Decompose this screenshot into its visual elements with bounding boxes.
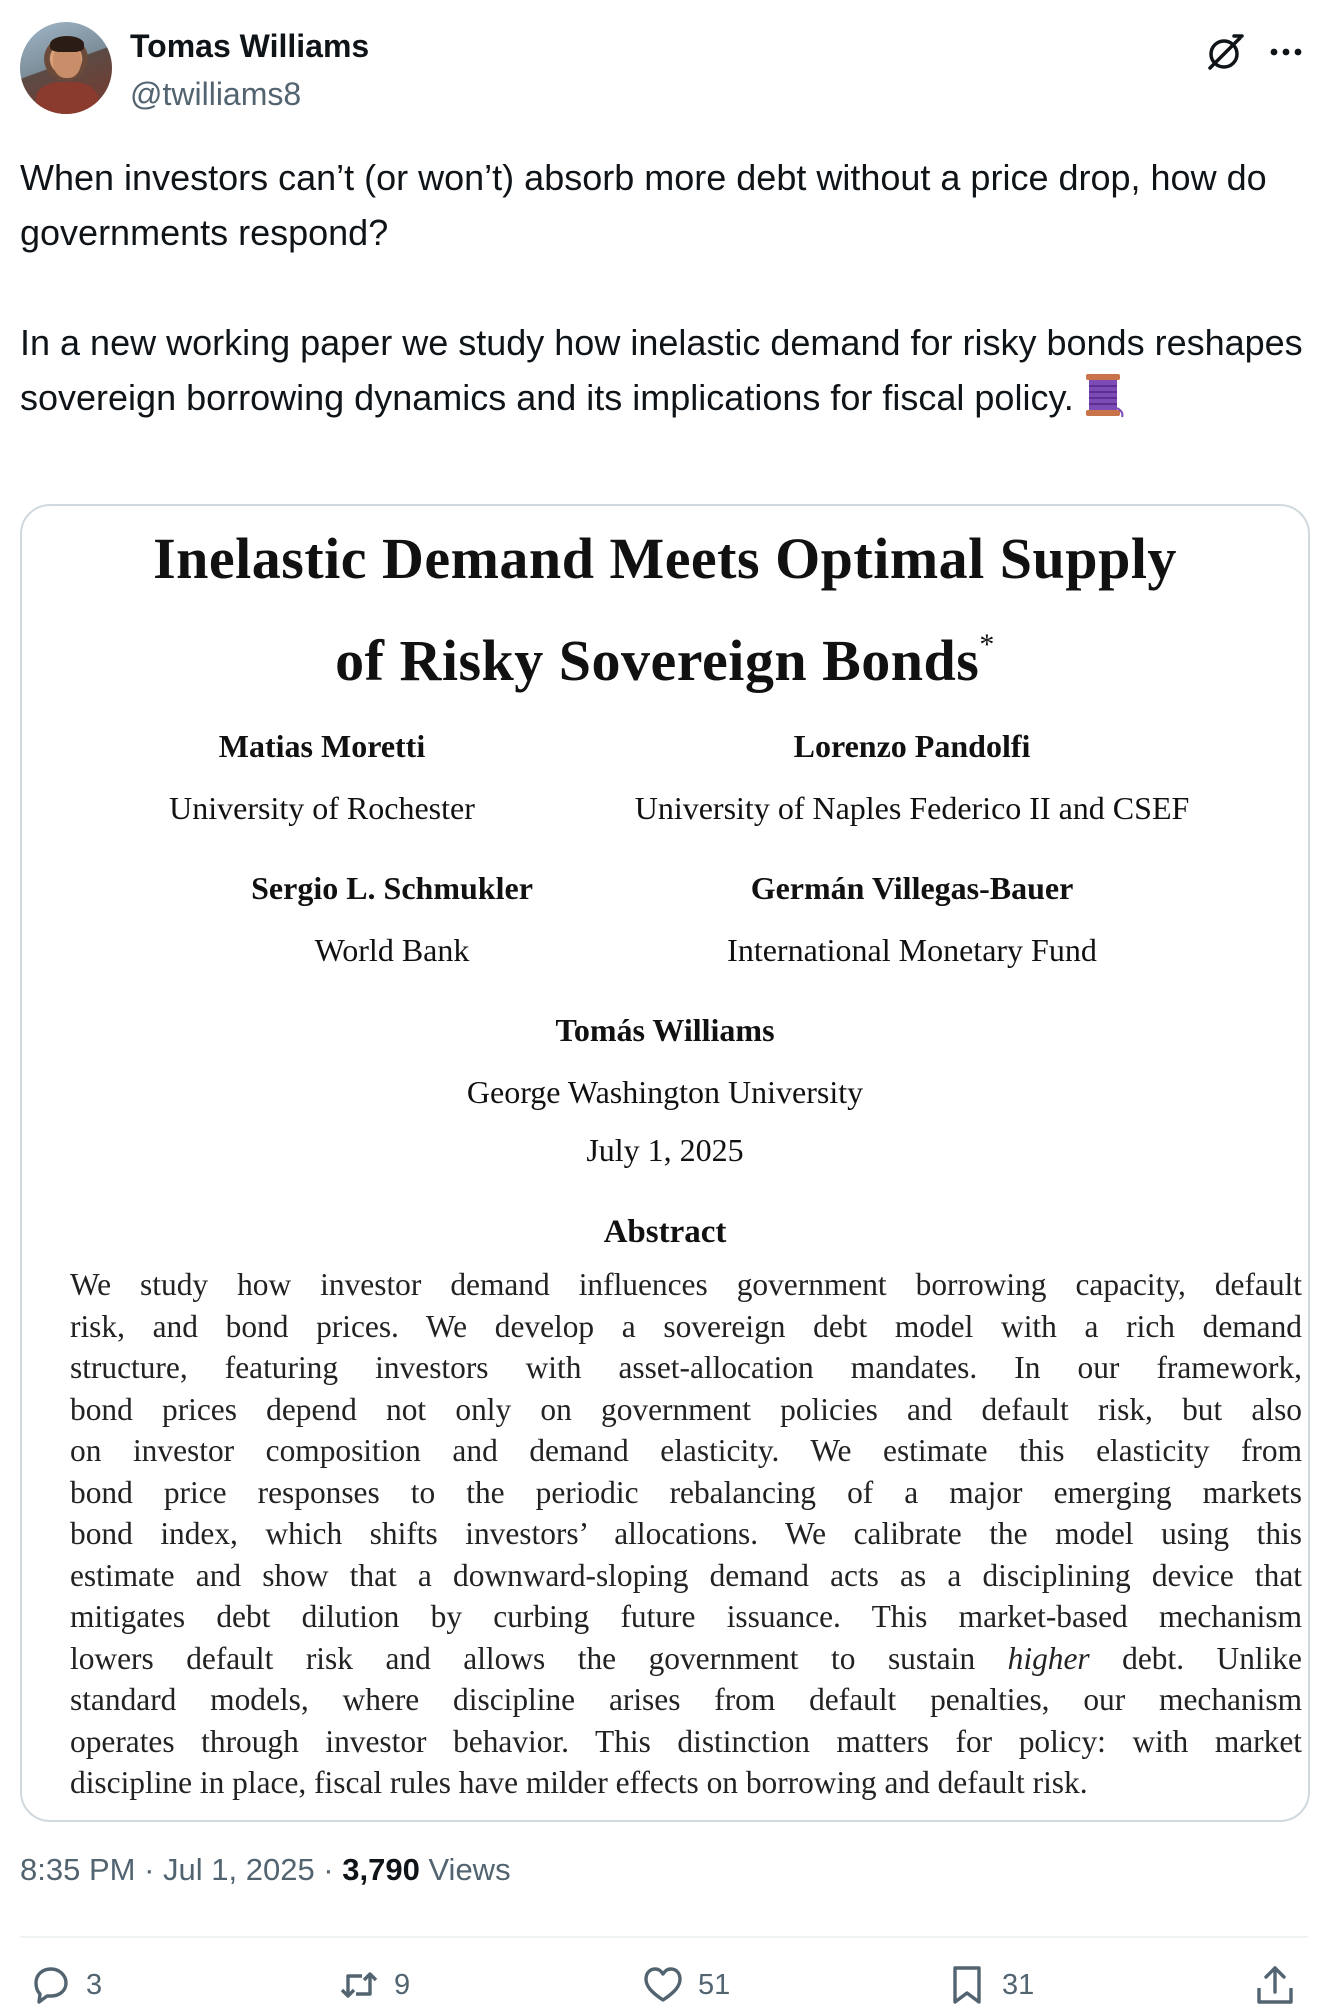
paper-author-name: Matias Moretti <box>218 728 426 764</box>
paper-author-name: Tomás Williams <box>555 1012 775 1048</box>
tweet-date[interactable]: Jul 1, 2025 <box>163 1852 315 1887</box>
tweet-time[interactable]: 8:35 PM <box>20 1852 136 1887</box>
abstract-line: operates through investor behavior. This distinction matters for policy: with market <box>70 1723 1302 1759</box>
paper-title: Inelastic Demand Meets Optimal Supply of Risky Sovereign Bonds* <box>153 526 1177 693</box>
reply-count: 3 <box>86 1968 103 2001</box>
abstract-line: bond prices depend not only on government policies and default risk, but also <box>70 1391 1302 1427</box>
abstract-line: discipline in place, fiscal rules have milder effects on borrowing and default risk. <box>70 1765 1088 1800</box>
paper-author-affiliation: World Bank <box>314 932 470 968</box>
author-block <box>182 868 602 970</box>
tweet-meta: 8:35 PM · Jul 1, 2025 · 3,790 Views <box>20 1852 511 1887</box>
heart-icon <box>640 1962 686 2008</box>
abstract-line: structure, featuring investors with asset-allocation mandates. In our framework, <box>70 1350 1302 1385</box>
author-name[interactable]: Tomas Williams <box>130 28 370 64</box>
paper-author-affiliation: University of Naples Federico II and CSEF <box>634 790 1190 826</box>
paper-date: July 1, 2025 <box>586 1132 744 1168</box>
reply-icon <box>28 1962 74 2008</box>
repost-icon <box>336 1962 382 2008</box>
paper-author-name: Sergio L. Schmukler <box>251 870 533 906</box>
abstract-line: mitigates debt dilution by curbing future issuance. This market-based mechanism <box>70 1599 1302 1634</box>
tweet-header <box>20 22 1308 118</box>
abstract-line: standard models, where discipline arises from default penalties, our mechanism <box>70 1682 1302 1717</box>
divider <box>20 1936 1308 1938</box>
bookmark-icon <box>944 1962 990 2008</box>
author-handle[interactable]: @twilliams8 <box>130 76 302 112</box>
repost-count: 9 <box>394 1968 411 2001</box>
avatar[interactable] <box>20 22 112 114</box>
bookmark-count: 31 <box>1002 1968 1035 2001</box>
share-icon <box>1252 1962 1298 2008</box>
abstract-line: lowers default risk and allows the government to sustain higher debt. Unlike <box>70 1640 1302 1676</box>
action-bar <box>20 1960 1308 2010</box>
thread-spool-icon <box>1082 372 1126 418</box>
paper-author-affiliation: George Washington University <box>466 1074 864 1110</box>
tweet-paragraph-2: In a new working paper we study how inelastic demand for risky bonds reshapes sovereign borrowing dynamics and its implications for fiscal policy. <box>20 322 1303 418</box>
reply-button[interactable] <box>28 1960 102 2010</box>
abstract-line: on investor composition and demand elasticity. We estimate this elasticity from <box>70 1433 1302 1468</box>
grok-icon[interactable] <box>1204 30 1248 74</box>
paper-page <box>22 506 1308 1820</box>
like-button[interactable] <box>640 1960 730 2010</box>
author-block <box>22 1010 1308 1170</box>
paper-author-name: Germán Villegas-Bauer <box>750 870 1074 906</box>
bookmark-button[interactable] <box>944 1960 1034 2010</box>
paper-author-name: Lorenzo Pandolfi <box>793 728 1031 764</box>
paper-author-affiliation: University of Rochester <box>169 790 475 826</box>
tweet-text <box>20 150 1310 425</box>
abstract-line: We study how investor demand influences government borrowing capacity, default <box>70 1267 1302 1302</box>
views-count[interactable]: 3,790 <box>342 1852 420 1887</box>
more-options-icon[interactable] <box>1264 30 1308 74</box>
abstract-line: bond price responses to the periodic rebalancing of a major emerging markets <box>70 1474 1302 1510</box>
views-label: Views <box>419 1852 511 1887</box>
abstract-line: risk, and bond prices. We develop a sovereign debt model with a rich demand <box>70 1308 1302 1344</box>
abstract-line: bond index, which shifts investors’ allocations. We calibrate the model using this <box>70 1516 1302 1551</box>
author-block <box>582 726 1242 828</box>
abstract-heading: Abstract <box>603 1214 727 1250</box>
tweet-paragraph-1: When investors can’t (or won’t) absorb more debt without a price drop, how do governments respond? <box>20 157 1267 253</box>
abstract-body <box>70 1264 1302 1804</box>
paper-image[interactable] <box>20 504 1310 1822</box>
paper-author-affiliation: International Monetary Fund <box>727 932 1097 968</box>
abstract-line: estimate and show that a downward-sloping demand acts as a disciplining device that <box>70 1557 1302 1593</box>
repost-button[interactable] <box>336 1960 410 2010</box>
author-block <box>662 868 1162 970</box>
share-button[interactable] <box>1252 1960 1310 2010</box>
like-count: 51 <box>698 1968 731 2001</box>
author-block <box>62 726 582 828</box>
